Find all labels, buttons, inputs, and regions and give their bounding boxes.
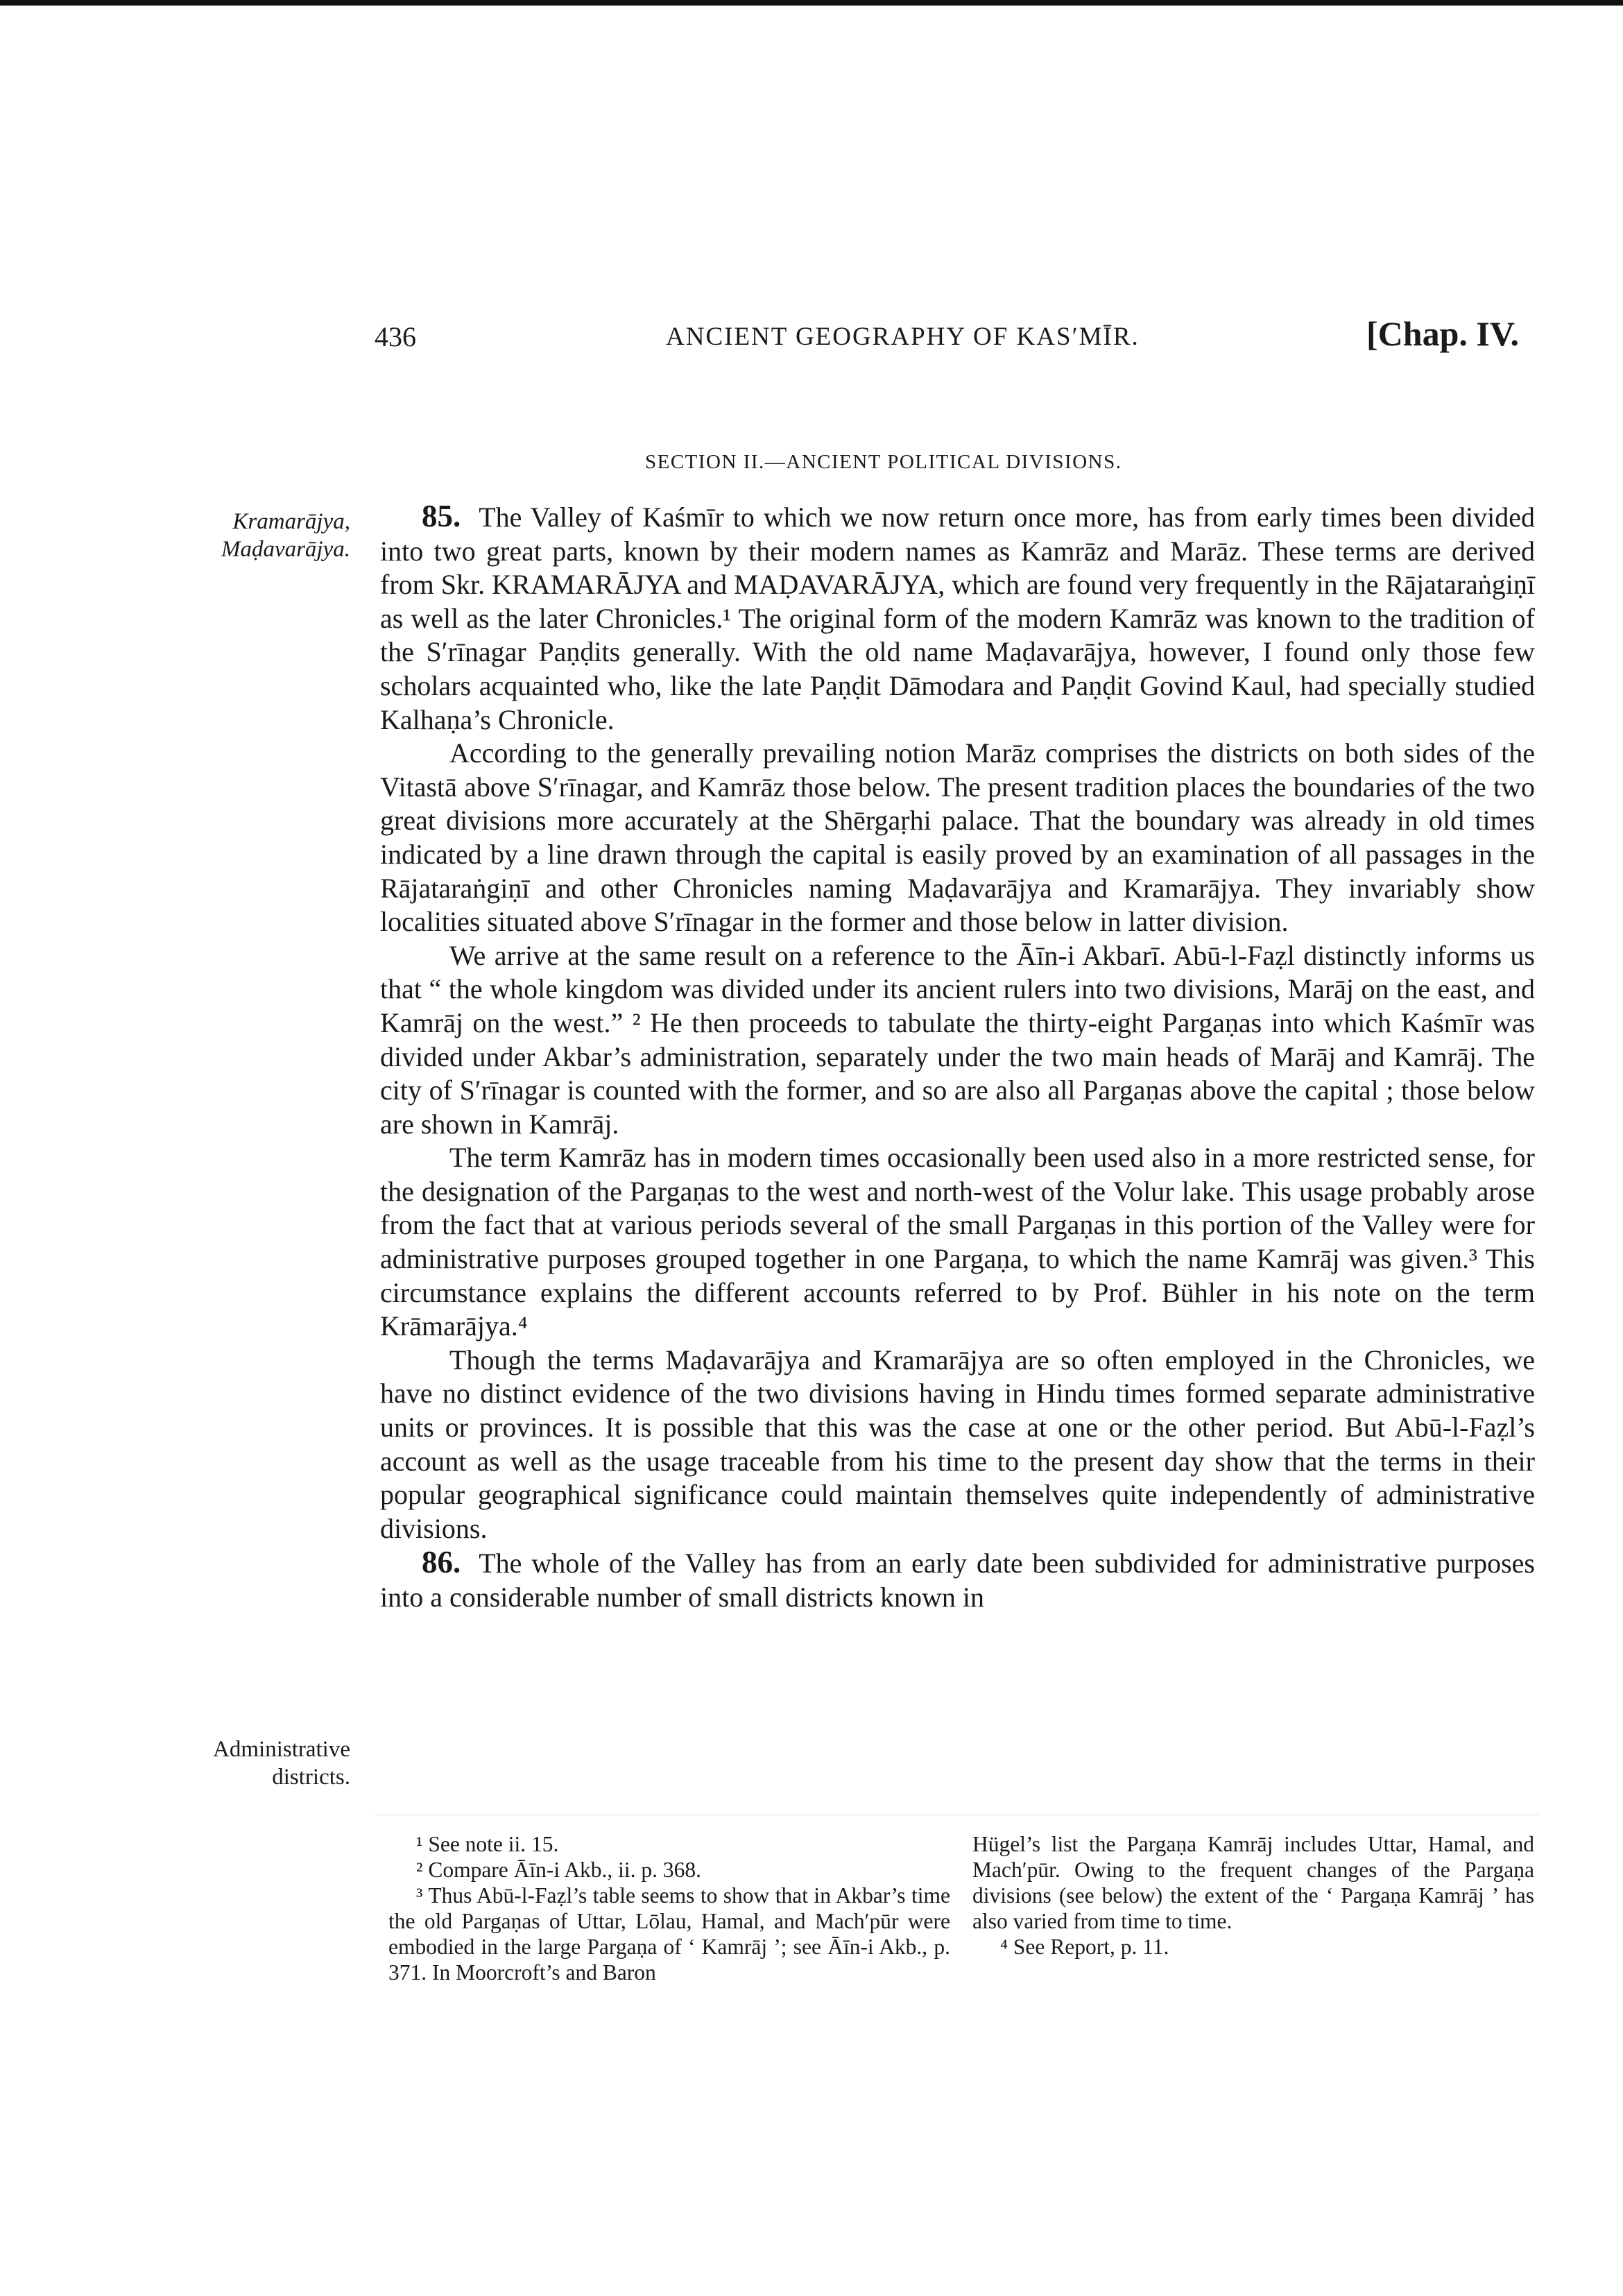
chapter-label: [Chap. IV. — [1366, 314, 1519, 353]
footnotes-left-column — [388, 1831, 950, 1985]
section-title: SECTION II.—ANCIENT POLITICAL DIVISIONS. — [645, 451, 1122, 473]
paragraph-text: The Valley of Kaśmīr to which we now return once more, has from early times been divided into two great parts, known by their modern names as Kamrāz and Marāz. These terms are derived from Skr. KRAMARĀJYA and MAḌAVARĀJYA, which are found very frequently in the Rājataraṅgiṇī as well as the later Chronicles.¹ The original form of the modern Kamrāz was known to the tradition of the Sʹrīnagar Paṇḍits generally. With the old name Maḍavarājya, however, I found only those few scholars acquainted who, like the late Paṇḍit Dāmodara and Paṇḍit Govind Kaul, had specially studied Kalhaṇa’s Chronicle. — [380, 502, 1535, 735]
paragraph-text: The whole of the Valley has from an early date been subdivided for administrative purposes into a considerable number of small districts known in — [380, 1548, 1535, 1613]
paragraph-85 — [380, 499, 1535, 737]
page-number: 436 — [375, 321, 416, 352]
top-border — [0, 0, 1623, 6]
margin-note-line: districts. — [272, 1765, 350, 1790]
margin-note-line: Administrative — [213, 1737, 350, 1762]
footnote-4: ⁴ See Report, p. 11. — [1000, 1935, 1169, 1959]
main-text — [380, 499, 1535, 1615]
footnote-2: ² Compare Āīn-i Akb., ii. p. 368. — [416, 1858, 702, 1882]
margin-note-administrative — [170, 1736, 350, 1791]
paragraph-number: 85. — [422, 499, 461, 533]
paragraph-number: 86. — [422, 1545, 461, 1580]
paragraph: According to the generally prevailing notion Marāz comprises the districts on both sides of the Vitastā above Sʹrīnagar, and Kamrāz those below. The present tradition places the boundaries of the two great divisions more accurately at the Shērgaṛhi palace. That the boundary was already in old times indicated by a line drawn through the capital is easily proved by an examination of all passages in the Rājataraṅgiṇī and other Chronicles naming Maḍavarājya and Kramarājya. They invariably show localities situated above Sʹrīnagar in the former and those below in latter division. — [380, 737, 1535, 938]
footnote-3: ³ Thus Abū-l-Faẓl’s table seems to show that in Akbar’s time the old Pargaṇas of Uttar, Lōlau, Hamal, and Machʹpūr were embodied in the large Pargaṇa of ‘ Kamrāj ’; see Āīn-i Akb., p. 371. In Moorcroft’s and Baron — [388, 1883, 950, 1985]
margin-note-line: Maḍavarājya. — [221, 537, 350, 562]
running-title: ANCIENT GEOGRAPHY OF KASʹMĪR. — [666, 323, 1140, 351]
footnote-3-continued: Hügel’s list the Pargaṇa Kamrāj includes Uttar, Hamal, and Machʹpūr. Owing to the frequent changes of the Pargaṇa divisions (see below) the extent of the ‘ Pargaṇa Kamrāj ’ has also varied from time to time. — [972, 1832, 1534, 1933]
paragraph-86 — [380, 1545, 1535, 1614]
page-header — [368, 312, 1519, 361]
paragraph: The term Kamrāz has in modern times occasionally been used also in a more restricted sense, for the designation of the Pargaṇas to the west and north-west of the Volur lake. This usage probably arose from the fact that at various periods several of the small Pargaṇas in this portion of the Valley were for administrative purposes grouped together in one Pargaṇa, to which the name Kamrāj was given.³ This circumstance explains the different accounts referred to by Prof. Bühler in his note on the term Krāmarājya.⁴ — [380, 1142, 1535, 1342]
margin-note-kramarajya — [170, 508, 350, 563]
footnote-1: ¹ See note ii. 15. — [416, 1832, 559, 1856]
footnotes-right-column — [972, 1831, 1534, 1960]
margin-note-line: Kramarājya, — [232, 509, 350, 534]
paragraph: We arrive at the same result on a reference to the Āīn-i Akbarī. Abū-l-Faẓl distinctly informs us that “ the whole kingdom was divided under its ancient rulers into two divisions, Marāj on the east, and Kamrāj on the west.” ² He then proceeds to tabulate the thirty-eight Pargaṇas into which Kaśmīr was divided under Akbar’s administration, separately under the two main heads of Marāj and Kamrāj. The city of Sʹrīnagar is counted with the former, and so are also all Pargaṇas above the capital ; those below are shown in Kamrāj. — [380, 939, 1535, 1140]
paragraph: Though the terms Maḍavarājya and Kramarājya are so often employed in the Chronicles, we have no distinct evidence of the two divisions having in Hindu times formed separate administrative units or provinces. It is possible that this was the case at one or the other period. But Abū-l-Faẓl’s account as well as the usage traceable from his time to the present day show that the terms in their popular geographical significance could maintain themselves quite independently of administrative divisions. — [380, 1344, 1535, 1544]
